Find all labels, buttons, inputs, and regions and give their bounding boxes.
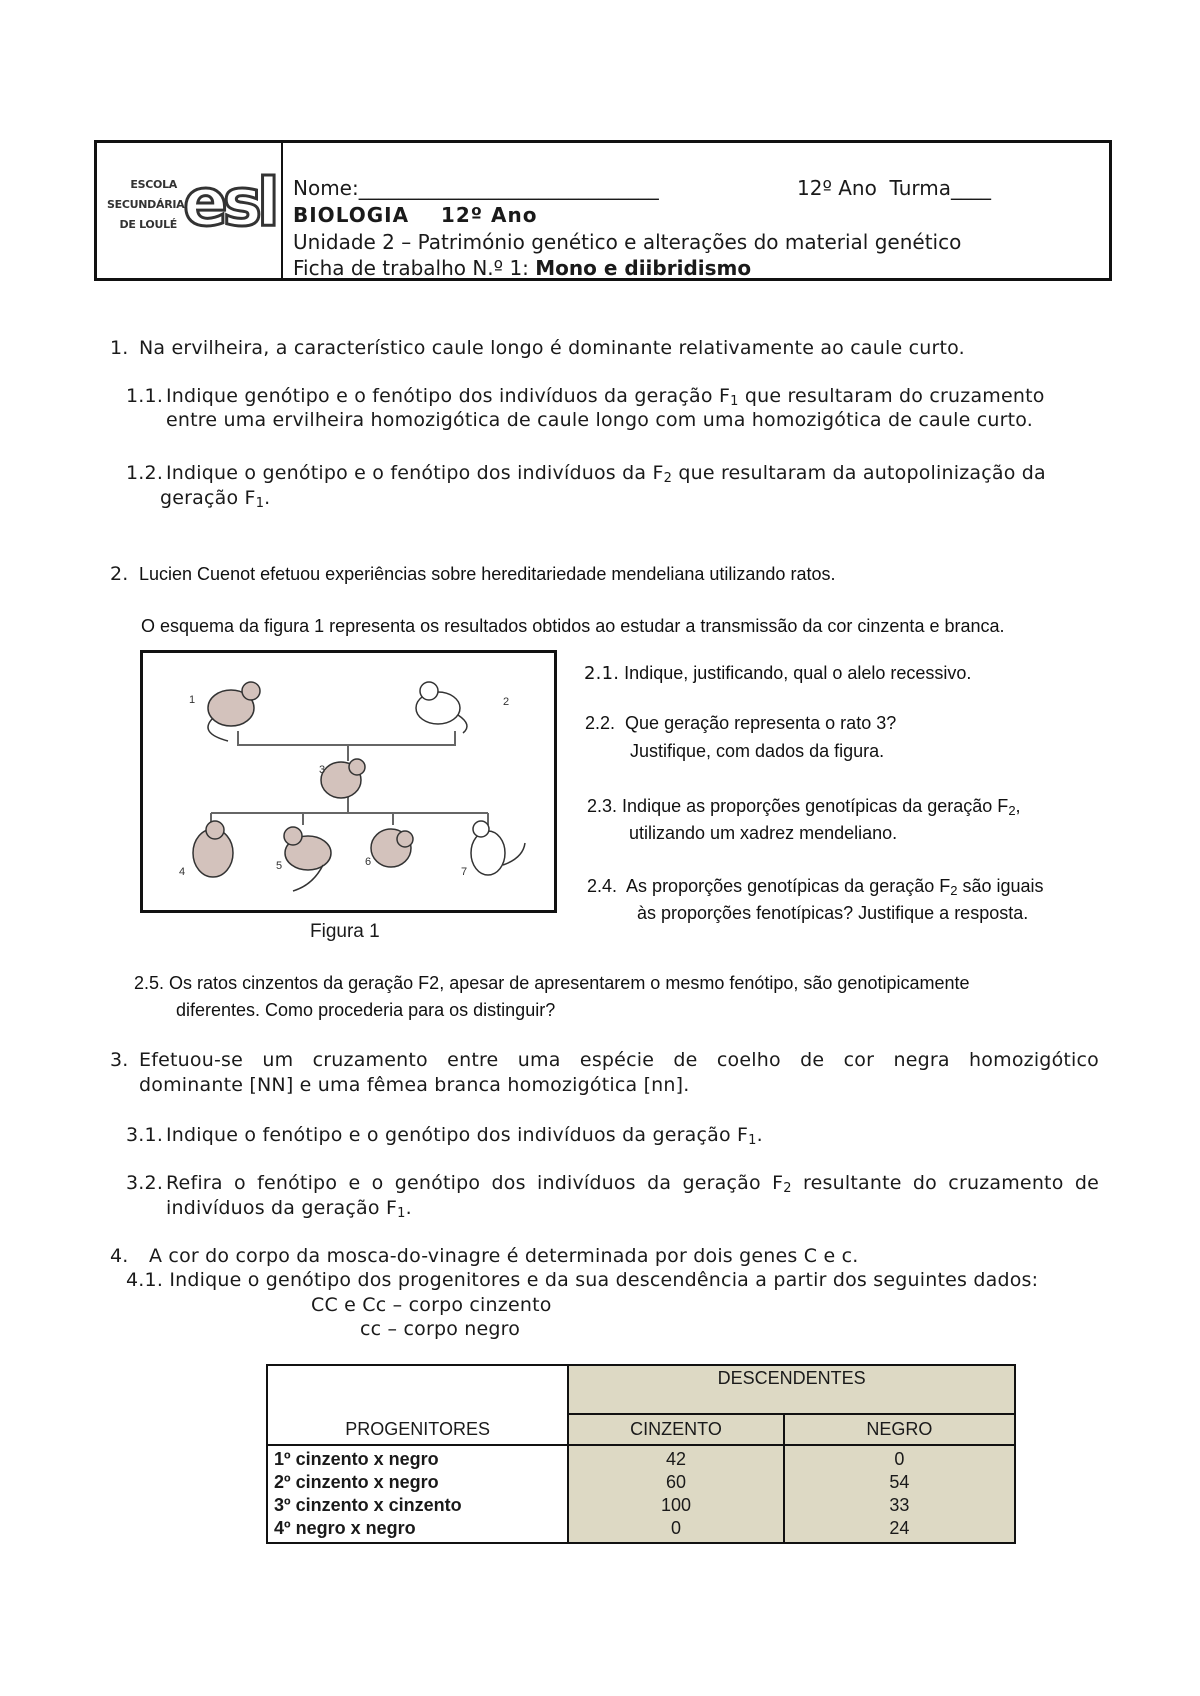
figure-label: 6 [365, 856, 372, 868]
table-cell-cinzento: 42 [665, 1449, 687, 1469]
mouse-7 [471, 821, 525, 875]
q2-3-line2: utilizando um xadrez mendeliano. [629, 823, 898, 843]
mouse-2 [416, 682, 467, 733]
mouse-3 [321, 759, 365, 798]
q3-1-number: 3.1. [126, 1124, 164, 1146]
q1-1-number: 1.1. [126, 385, 164, 407]
worksheet-prefix: Ficha de trabalho N.º 1: [293, 256, 536, 280]
q1-1-line1: Indique genótipo e o fenótipo dos indivíduos da geração $F_1$ que resultaram do cruzamento [166, 385, 1045, 409]
q2-5-line1: 2.5. Os ratos cinzentos da geração F2, apesar de apresentarem o mesmo fenótipo, são genotipicamente [134, 973, 970, 993]
table-cell-cinzento: 100 [660, 1495, 692, 1515]
table-row-cross: 4º negro x negro [274, 1518, 416, 1538]
table-cell-negro: 33 [889, 1495, 910, 1515]
table-row-cross: 3º cinzento x cinzento [274, 1495, 462, 1515]
q1-number: 1. [110, 337, 129, 359]
q2-text: Lucien Cuenot efetuou experiências sobre hereditariedade mendeliana utilizando ratos. [139, 564, 836, 584]
table-cell-negro: 54 [889, 1472, 910, 1492]
name-field: ______________________________ [358, 176, 659, 200]
crosses-column [267, 1445, 568, 1543]
q4-key-grey: CC e Cc – corpo cinzento [311, 1294, 552, 1316]
mouse-6 [371, 829, 413, 867]
logo-text-line: ESCOLA [130, 178, 177, 191]
q2-3-line1: 2.3. Indique as proporções genotípicas da geração $F_2$, [587, 796, 1021, 818]
q1-2-line2: geração $F_1$. [160, 487, 271, 511]
figure-label: 4 [179, 866, 186, 878]
table-row-cross: 2º cinzento x negro [274, 1472, 439, 1492]
q2-5-line2: diferentes. Como procederia para os distinguir? [176, 1000, 556, 1020]
q3-number: 3. [110, 1049, 129, 1071]
figure-label: 3 [319, 764, 326, 776]
figure-label: 5 [276, 860, 283, 872]
q3-2-line2: indivíduos da geração $F_1$. [166, 1197, 412, 1221]
figure-label: 2 [503, 696, 510, 708]
figure-label: 1 [189, 694, 196, 706]
q3-2-line1: Refira o fenótipo e o genótipo dos indivíduos da geração $F_2$ resultante do cruzamento de [166, 1172, 1099, 1196]
header-progenitores: PROGENITORES [267, 1365, 568, 1445]
q2-4-line2: às proporções fenotípicas? Justifique a resposta. [637, 903, 1029, 923]
q4-text: A cor do corpo da mosca-do-vinagre é determinada por dois genes C e c. [149, 1245, 859, 1267]
mouse-1 [208, 682, 260, 741]
q1-2-number: 1.2. [126, 462, 164, 484]
subject-year: 12º Ano [440, 203, 538, 227]
mouse-4 [193, 821, 233, 877]
q3-1-text: Indique o fenótipo e o genótipo dos indivíduos da geração $F_1$. [166, 1124, 763, 1148]
header-descendentes: DESCENDENTES [568, 1365, 1015, 1414]
cinzento-column [568, 1445, 783, 1543]
figure-caption: Figura 1 [310, 921, 380, 942]
table-row-cross: 1º cinzento x negro [274, 1449, 439, 1469]
q2-1: 2.1. Indique, justificando, qual o alelo recessivo. [584, 663, 972, 684]
table-cell-negro: 0 [894, 1449, 905, 1469]
table-cell-cinzento: 60 [665, 1472, 687, 1492]
q4-number: 4. [110, 1245, 129, 1267]
q3-line2: dominante [NN] e uma fêmea branca homozigótica [nn]. [139, 1074, 690, 1096]
q3-line1: Efetuou-se um cruzamento entre uma espécie de coelho de cor negra homozigótico [139, 1049, 1099, 1071]
school-logo [97, 143, 283, 278]
q3-2-number: 3.2. [126, 1172, 164, 1194]
q2-intro: O esquema da figura 1 representa os resultados obtidos ao estudar a transmissão da cor cinzenta e branca. [141, 616, 1005, 636]
logo-text-line: SECUNDÁRIA [107, 198, 185, 211]
q1-1-line2: entre uma ervilheira homozigótica de caule longo com uma homozigótica de caule curto. [166, 409, 1033, 431]
q1-text: Na ervilheira, a característico caule longo é dominante relativamente ao caule curto. [139, 337, 965, 359]
table-cell-cinzento: 0 [670, 1518, 681, 1538]
mouse-5 [284, 827, 331, 891]
worksheet-header [94, 140, 1112, 281]
negro-column [784, 1445, 1015, 1543]
q2-2-line1: 2.2. Que geração representa o rato 3? [585, 713, 897, 733]
class-line [797, 176, 991, 200]
q2-2-line2: Justifique, com dados da figura. [630, 741, 885, 761]
logo-mark: esl [183, 164, 275, 241]
figure-label: 7 [461, 866, 468, 878]
q1-2-line1: Indique o genótipo e o fenótipo dos indivíduos da $F_2$ que resultaram da autopolinização da [166, 462, 1046, 486]
fly-cross-table [266, 1364, 1016, 1542]
q4-1: 4.1. Indique o genótipo dos progenitores e da sua descendência a partir dos seguintes dados: [126, 1269, 1039, 1291]
figure-1 [140, 650, 557, 913]
subject-line [293, 203, 537, 227]
name-line [293, 176, 659, 200]
worksheet-line [293, 256, 751, 280]
mouse-cross-diagram [143, 653, 554, 910]
unit-title: Unidade 2 – Património genético e alterações do material genético [293, 230, 962, 254]
q2-4-line1: 2.4. As proporções genotípicas da geração $F_2$ são iguais [587, 876, 1044, 898]
worksheet-title: Mono e diibridismo [535, 256, 752, 280]
header-negro: NEGRO [784, 1414, 1015, 1445]
subject: BIOLOGIA [293, 203, 410, 227]
logo-text-line: DE LOULÉ [119, 218, 177, 231]
turma-label: Turma____ [889, 176, 992, 200]
table-cell-negro: 24 [889, 1518, 910, 1538]
header-cinzento: CINZENTO [568, 1414, 783, 1445]
year-label: 12º Ano [797, 176, 877, 200]
name-label: Nome: [293, 176, 359, 200]
q2-number: 2. [110, 563, 129, 585]
q4-key-black: cc – corpo negro [360, 1318, 521, 1340]
